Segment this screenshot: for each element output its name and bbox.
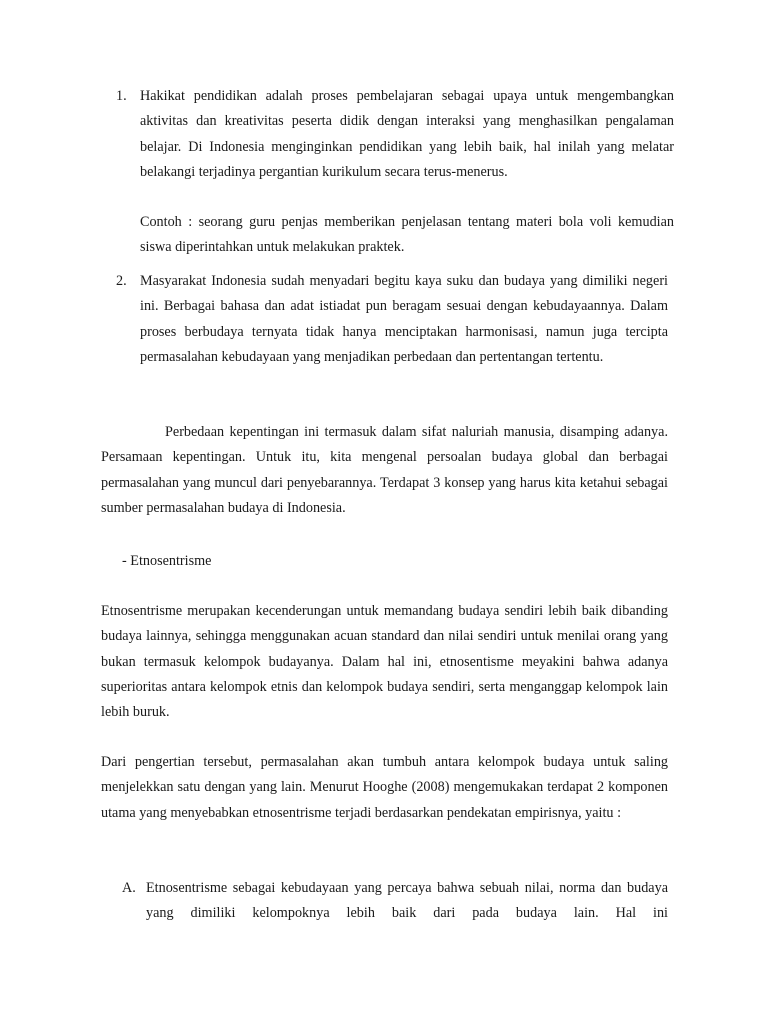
- list-marker-a: A.: [122, 880, 136, 896]
- paragraph-perbedaan: Perbedaan kepentingan ini termasuk dalam sifat naluriah manusia, disamping adanya. Persamaan kepentingan. Untuk itu, kita mengenal persoalan budaya global dan berbagai permasalahan yang muncul dari penyebarannya. Terdapat 3 konsep yang harus kita ketahui sebagai sumber permasalahan budaya di Indonesia.: [101, 424, 668, 516]
- list-item-1-text: Hakikat pendidikan adalah proses pembelajaran sebagai upaya untuk mengembangkan aktivitas dan kreativitas peserta didik dengan interaksi yang menghasilkan pengalaman belajar. Di Indonesia menginginkan pendidikan yang lebih baik, hal inilah yang melatar belakangi terjadinya pergantian kurikulum secara terus-menerus.: [140, 88, 674, 180]
- list-item-a-text: Etnosentrisme sebagai kebudayaan yang percaya bahwa sebuah nilai, norma dan budaya yang dimiliki kelompoknya lebih baik dari pada budaya lain. Hal ini: [146, 880, 668, 922]
- paragraph-etnosentrisme: Etnosentrisme merupakan kecenderungan untuk memandang budaya sendiri lebih baik dibanding budaya lainnya, sehingga menggunakan acuan standard dan nilai sendiri untuk menilai orang yang bukan termasuk kelompok budayanya. Dalam hal ini, etnosentisme meyakini bahwa adanya superioritas antara kelompok etnis dan kelompok budaya sendiri, serta menganggap kelompok lain lebih buruk.: [101, 603, 668, 721]
- section-heading-etnosentrisme: - Etnosentrisme: [122, 553, 212, 569]
- paragraph-pengertian: Dari pengertian tersebut, permasalahan akan tumbuh antara kelompok budaya untuk saling menjelekkan satu dengan yang lain. Menurut Hooghe (2008) mengemukakan terdapat 2 komponen utama yang menyebabkan etnosentrisme terjadi berdasarkan pendekatan empirisnya, yaitu :: [101, 754, 668, 821]
- list-item-1-example: Contoh : seorang guru penjas memberikan penjelasan tentang materi bola voli kemudian siswa diperintahkan untuk melakukan praktek.: [140, 214, 674, 256]
- list-marker-2: 2.: [116, 273, 127, 289]
- list-item-2-text: Masyarakat Indonesia sudah menyadari begitu kaya suku dan budaya yang dimiliki negeri ini. Berbagai bahasa dan adat istiadat pun beragam sesuai dengan kebudayaannya. Dalam proses berbudaya ternyata tidak hanya menciptakan harmonisasi, namun juga tercipta permasalahan kebudayaan yang menjadikan perbedaan dan pertentangan tertentu.: [140, 273, 668, 365]
- list-marker-1: 1.: [116, 88, 127, 104]
